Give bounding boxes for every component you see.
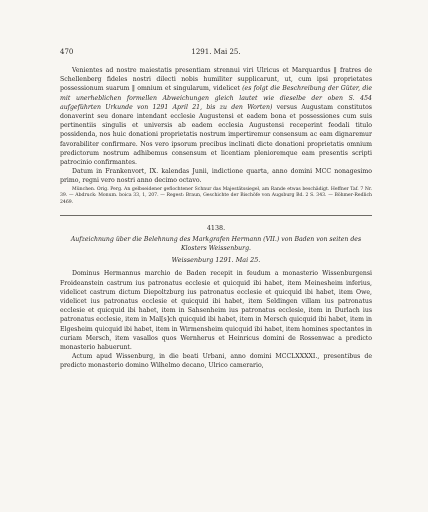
document-body xyxy=(60,66,372,371)
record-actum: Actum apud Wissenburg, in die beati Urbani, anno domini MCCLXXXXI., presentibus de predicto monasterio domino Wilhelmo decano, Ulrico camerario, xyxy=(60,353,372,370)
header-date: 1291. Mai 25. xyxy=(191,48,241,56)
charter-editorial-note: (es folgt die Beschreibung der Güter, die mit unerheblichen formellen Abweichungen gleich lautet wie dieselbe der oben S. 454 aufgeführten Urkunde von 1291 April 21, bis zu den Worten) xyxy=(60,85,373,111)
running-header xyxy=(60,47,372,57)
charter-text-part-1: Venientes ad nostre maiestatis presentiam strennui viri Ulricus et Marquardus ‖ fratres de Schellenberg fideles nostri dilecti nobis humiliter supplicarunt, ut, cum ipsi proprietates possessionum suarum ‖ omnium et singularum, videlicet xyxy=(60,67,372,93)
document-number: 4138. xyxy=(206,224,226,233)
charter-source-note: München. Orig. Perg. An gelbseidener geflochtener Schnur das Majestätssiegel, am Rande etwas beschädigt. Heffner Taf. 7 Nr. 39. — Abdruck: Monum. boica 33, 1, 207. — Regest: Braun, Geschichte der Bischöfe von Augsburg Bd. 2 S. 343. — Böhmer-Redlich 2469. xyxy=(60,186,372,205)
document-place-date: Weissenburg 1291. Mai 25. xyxy=(171,256,261,265)
charter-text xyxy=(60,66,372,167)
record-text: Dominus Hermannus marchio de Baden recepit in feudum a monasterio Wissenburgensi Froideanstein castrum ius patronatus ecclesie et quicquid ibi habet, item Meinesheim inferius, videlicet castrum dictum Diepoltzburg ius patronatus ecclesie et quicquid ibi habet, item Owe, videlicet ius patronatus ecclesie et quicquid ibi habet, item Seldingen villam ius patronatus ecclesie et quicquid ibi habet, item in Sahsenheim ius patronatus ecclesie, item in Durlach ius patronatus ecclesie, item in Mal[s]ch quicquid ibi habet, item in Mersch quicquid ibi habet, item in Elgesheim quicquid ibi habet, item in Wirmensheim quicquid ibi habet, item homines spectantes in curiam Mersch, item vasallos quos Wernherus et Heinricus domini de Rossenwac a predicto monasterio habuerunt. xyxy=(60,270,372,352)
section-divider xyxy=(60,215,372,216)
charter-text-part-2: versus Augustam constitutos donaverint seu donare intendant ecclesie Augustensi et eadem bona et possessiones cum suis pertinentiis singulis et universis ab eadem ecclesia Augustensi receperint feodali titulo possidenda, nos huic donationi proprietatis nostrum impertiremur consensum ac eam dignaremur favorabiliter confirmare. Nos vero ipsorum precibus inclinati dicte donationi proprietatis omnium predictorum nostrum adhibemus consensum et licentiam plenioremque eam presentis scripti patrocinio confirmantes. xyxy=(60,103,372,167)
page-number: 470 xyxy=(60,48,74,56)
document-title: Aufzeichnung über die Belehnung des Markgrafen Hermann (VII.) von Baden von seiten des Klosters Weissenburg. xyxy=(70,236,362,253)
charter-datum: Datum in Frankenvort, IX. kalendas Junii, indictione quarta, anno domini MCC nonagesimo primo, regni vero nostri anno decimo octavo. xyxy=(60,168,372,185)
